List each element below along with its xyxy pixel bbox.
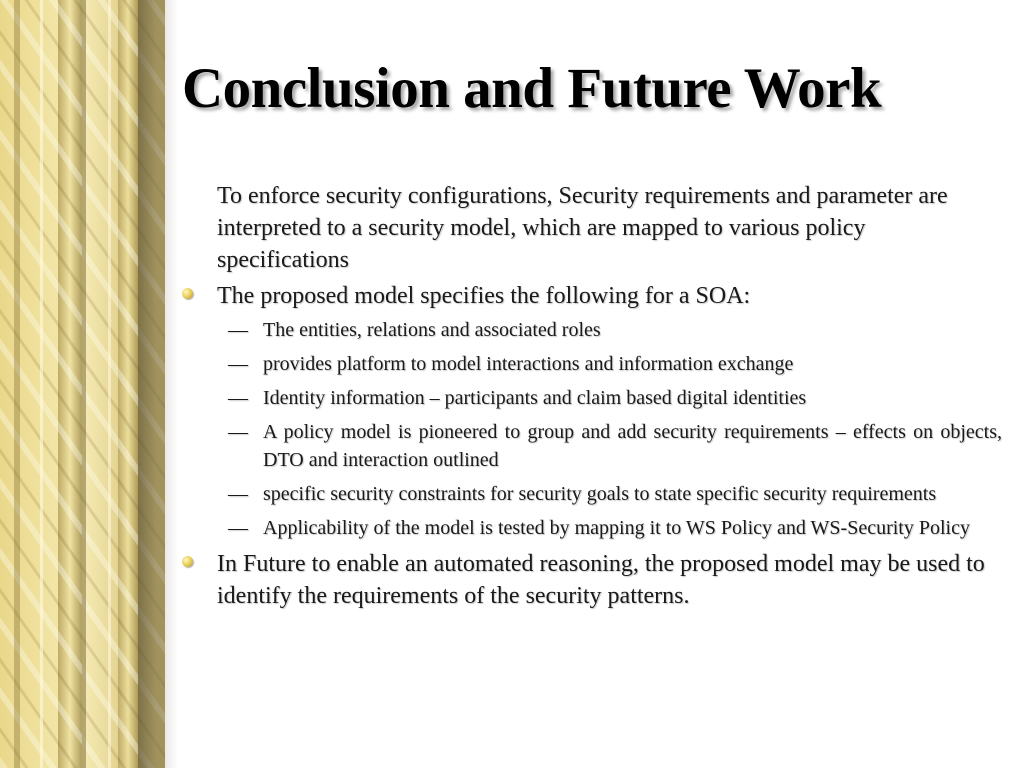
sub-item-text: provides platform to model interactions and information exchange — [263, 353, 794, 375]
sub-item-text: The entities, relations and associated roles — [263, 319, 601, 341]
bullet-text: The proposed model specifies the following for a SOA: — [217, 283, 751, 309]
dash-marker: — — [228, 353, 248, 375]
bullet-item — [182, 548, 1002, 612]
slide-body — [182, 180, 1002, 614]
sub-item-text: Applicability of the model is tested by mapping it to WS Policy and WS-Security Policy — [263, 517, 970, 539]
sub-item-text: specific security constraints for security goals to state specific security requirements — [263, 483, 937, 505]
bullet-item — [182, 280, 1002, 312]
dash-marker: — — [228, 319, 248, 341]
dash-marker: — — [228, 421, 248, 443]
dash-marker: — — [228, 483, 248, 505]
bullet-text: In Future to enable an automated reasoning, the proposed model may be used to identify the requirements of the security patterns. — [217, 551, 985, 609]
slide-title: Conclusion and Future Work — [182, 57, 882, 120]
intro-paragraph: To enforce security configurations, Security requirements and parameter are interpreted to a security model, which are mapped to various policy specifications — [217, 183, 948, 273]
column-shadow — [138, 0, 178, 768]
sub-item — [182, 418, 1002, 474]
sub-item — [182, 514, 1002, 542]
sub-item — [182, 316, 1002, 344]
dash-marker: — — [228, 387, 248, 409]
sub-item-text: Identity information – participants and claim based digital identities — [263, 387, 807, 409]
sub-list — [182, 316, 1002, 542]
sub-item — [182, 480, 1002, 508]
sub-item — [182, 384, 1002, 412]
dash-marker: — — [228, 517, 248, 539]
bullet-icon — [182, 556, 193, 567]
bullet-icon — [182, 288, 193, 299]
sub-item-text: A policy model is pioneered to group and add security requirements – effects on objects, DTO and interaction outlined — [263, 421, 1002, 471]
sub-item — [182, 350, 1002, 378]
